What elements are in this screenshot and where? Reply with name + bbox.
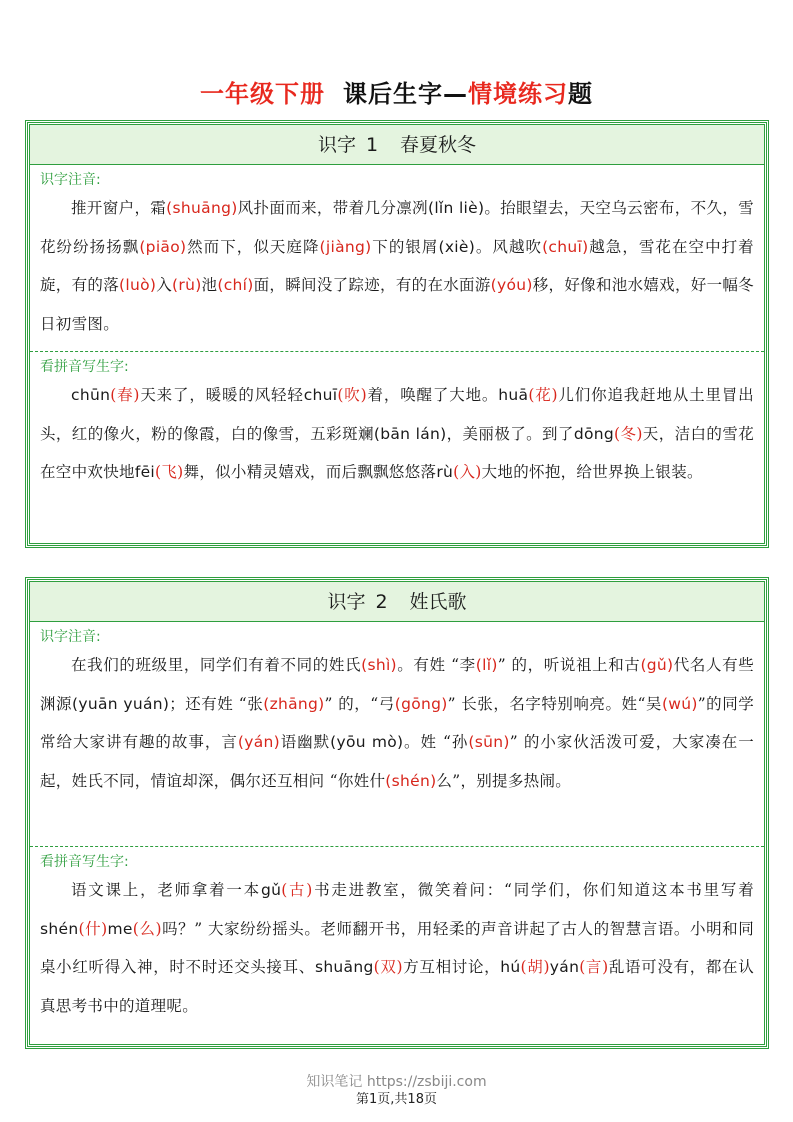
- text-segment: ” 的，听说祖上和古: [497, 656, 641, 674]
- text-segment: ” 的，“弓: [324, 694, 395, 713]
- pinyin-annotation: (shì): [361, 656, 397, 674]
- text-segment: 入: [156, 276, 173, 294]
- text-segment: 舞，似小精灵嬉戏，而后飘飘悠悠落: [183, 463, 437, 481]
- text-segment: 。抬眼望去，天空乌云密布，不久，雪花纷纷扬扬飘: [40, 199, 754, 256]
- text-segment: 移，好像和池水嬉戏，好一幅冬日初雪图。: [40, 276, 754, 333]
- text-segment: 。风越吹: [475, 237, 543, 256]
- pinyin-annotation: (jiàng): [319, 237, 372, 256]
- card-header: [30, 125, 764, 165]
- text-segment: 推开窗户，霜: [71, 199, 167, 217]
- page-title: [0, 74, 793, 109]
- pinyin-text: (bān lán): [373, 424, 447, 443]
- pinyin-text: (xiè): [438, 237, 476, 256]
- text-segment: 方互相讨论，: [402, 958, 501, 976]
- text-segment: 。有姓 “李: [396, 656, 476, 674]
- pinyin-annotation: (shén): [385, 771, 437, 790]
- text-segment: 大地的怀抱，给世界换上银装。: [481, 463, 703, 481]
- pinyin-text: chuī: [303, 386, 338, 404]
- title-part-grade: 一年级下册: [200, 80, 325, 108]
- text-segment: ”的同学常给大家讲有趣的故事，言: [40, 694, 755, 751]
- xiezi-section: [30, 846, 764, 1025]
- hanzi-answer: (胡): [520, 958, 550, 976]
- title-part-practice: 情境练习: [468, 80, 568, 108]
- text-segment: 风扑面而来，带着几分凛冽: [237, 199, 428, 217]
- title-part-suffix: 题: [568, 80, 593, 108]
- pinyin-text: gǔ: [260, 881, 282, 899]
- text-segment: 面，瞬间没了踪迹，有的在水面游: [253, 276, 491, 294]
- text-segment: 儿们你追我赶地从土里冒出头，红的像火，粉的像霞，白的像雪，五彩斑斓: [40, 386, 754, 443]
- pinyin-text: huā: [498, 386, 529, 404]
- zhuyin-paragraph: [40, 646, 754, 846]
- pinyin-text: me: [107, 919, 133, 938]
- pinyin-text: shuāng: [314, 958, 374, 976]
- text-segment: 。姓 “孙: [403, 733, 469, 751]
- hanzi-answer: (飞): [155, 463, 184, 481]
- zhuyin-paragraph: [40, 189, 754, 351]
- pinyin-text: rù: [436, 463, 454, 481]
- title-part-lesson: 课后生字—: [343, 80, 468, 108]
- text-segment: 在我们的班级里，同学们有着不同的姓氏: [71, 656, 362, 674]
- hanzi-answer: (花): [528, 386, 558, 404]
- lesson-card-1: [27, 122, 767, 546]
- hanzi-answer: (古): [281, 881, 313, 899]
- pinyin-annotation: (chuī): [542, 237, 589, 256]
- pinyin-annotation: (shuāng): [166, 199, 238, 217]
- pinyin-text: yán: [549, 958, 580, 976]
- pinyin-text: (yōu mò): [330, 733, 404, 751]
- pinyin-text: (lǐn liè): [427, 199, 485, 217]
- footer-site: 知识笔记 https://zsbiji.com: [306, 1074, 487, 1090]
- card-header-number: 2: [375, 591, 388, 613]
- text-segment: 越急，雪花在空中打着旋，有的落: [40, 237, 754, 294]
- text-segment: 么”，别提多热闹。: [436, 771, 572, 790]
- hanzi-answer: (吹): [337, 386, 367, 404]
- zhuyin-label: 识字注音:: [40, 629, 101, 645]
- pinyin-text: dōng: [573, 424, 614, 443]
- text-segment: ” 的小家伙活泼可爱，大家凑在一起，姓氏不同，情谊却深，偶尔还互相问 “你姓什: [40, 733, 755, 790]
- card-header-title: 春夏秋冬: [400, 134, 477, 156]
- pinyin-annotation: (luò): [119, 276, 157, 294]
- text-segment: 池: [201, 276, 218, 294]
- pinyin-text: shén: [40, 919, 79, 938]
- hanzi-answer: (春): [110, 386, 140, 404]
- text-segment: 乱语可没有，都在认真思考书中的道理呢。: [40, 958, 755, 1015]
- pinyin-annotation: (wú): [661, 694, 698, 713]
- hanzi-answer: (入): [453, 463, 482, 481]
- card-header-prefix: 识字: [317, 134, 356, 156]
- hanzi-answer: (什): [78, 919, 108, 938]
- pinyin-text: chūn: [71, 386, 111, 404]
- card-header-title: 姓氏歌: [409, 591, 467, 613]
- pinyin-text: (yuān yuán): [72, 694, 170, 713]
- text-segment: ；还有姓 “张: [169, 694, 264, 713]
- card-header: [30, 582, 764, 622]
- card-header-prefix: 识字: [327, 591, 366, 613]
- text-segment: 天来了，暖暖的风轻轻: [139, 386, 304, 404]
- pinyin-annotation: (yán): [237, 733, 280, 751]
- footer-page-number: 第1页,共18页: [356, 1092, 437, 1107]
- text-segment: ，美丽极了。到了: [446, 424, 574, 443]
- pinyin-annotation: (gōng): [394, 694, 448, 713]
- xiezi-paragraph: [40, 376, 754, 492]
- pinyin-annotation: (lǐ): [475, 656, 498, 674]
- text-segment: 代名人有些渊源: [40, 656, 754, 713]
- pinyin-annotation: (yóu): [490, 276, 533, 294]
- text-segment: 吗？” 大家纷纷摇头。老师翻开书，用轻柔的声音讲起了古人的智慧言语。小明和同桌小红听得入神，时不时还交头接耳、: [40, 919, 755, 976]
- text-segment: 着，唤醒了大地。: [367, 386, 499, 404]
- pinyin-text: fēi: [134, 463, 156, 481]
- text-segment: 天，洁白的雪花在空中欢快地: [40, 424, 754, 481]
- pinyin-annotation: (sūn): [468, 733, 510, 751]
- lesson-card-2: [27, 579, 767, 1047]
- pinyin-annotation: (zhāng): [263, 694, 325, 713]
- xiezi-paragraph: [40, 871, 754, 1025]
- zhuyin-section: [30, 165, 764, 351]
- pinyin-annotation: (rù): [172, 276, 202, 294]
- hanzi-answer: (么): [132, 919, 162, 938]
- pinyin-text: hú: [500, 958, 521, 976]
- zhuyin-label: 识字注音:: [40, 172, 101, 188]
- pinyin-annotation: (chí): [217, 276, 254, 294]
- zhuyin-section: [30, 622, 764, 846]
- text-segment: 语文课上，老师拿着一本: [71, 881, 261, 899]
- hanzi-answer: (言): [579, 958, 609, 976]
- xiezi-section: [30, 351, 764, 492]
- card-header-number: 1: [365, 134, 379, 156]
- text-segment: 语幽默: [280, 733, 331, 751]
- text-segment: ” 长张，名字特别响亮。姓“吴: [447, 694, 662, 713]
- hanzi-answer: (冬): [614, 424, 643, 443]
- pinyin-annotation: (piāo): [139, 237, 187, 256]
- pinyin-annotation: (gǔ): [640, 656, 674, 674]
- text-segment: 书走进教室，微笑着问：“同学们，你们知道这本书里写着: [312, 881, 754, 899]
- text-segment: 下的银屑: [371, 237, 439, 256]
- text-segment: 然而下，似天庭降: [186, 237, 320, 256]
- xiezi-label: 看拼音写生字:: [40, 854, 129, 870]
- hanzi-answer: (双): [373, 958, 403, 976]
- xiezi-label: 看拼音写生字:: [40, 359, 129, 375]
